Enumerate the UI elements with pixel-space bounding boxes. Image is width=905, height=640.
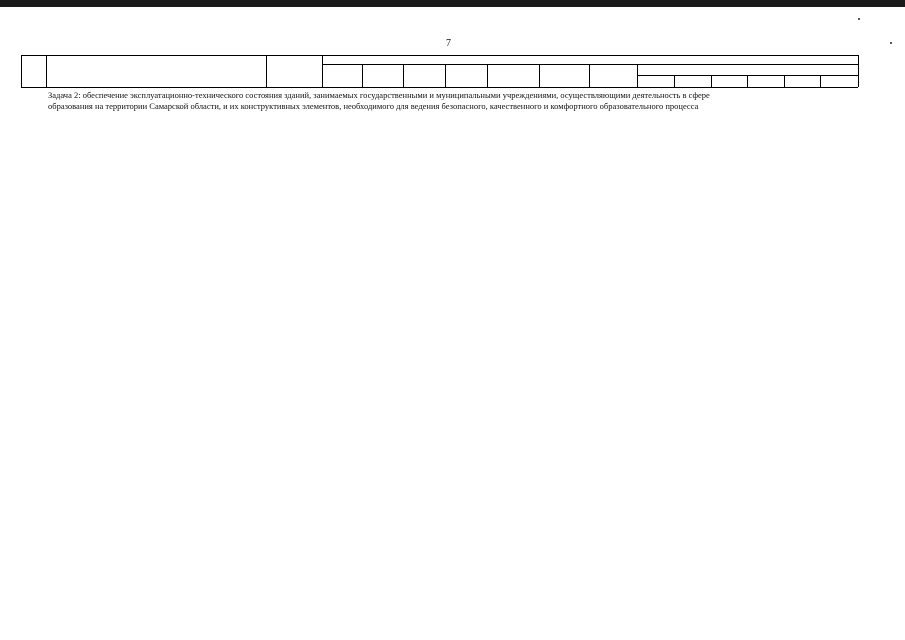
scan-speck — [890, 42, 892, 44]
header-line — [820, 75, 821, 87]
header-line — [784, 75, 785, 87]
header-line — [637, 64, 638, 87]
header-line — [322, 55, 323, 87]
header-line — [362, 64, 363, 87]
header-line — [403, 64, 404, 87]
page-number: 7 — [446, 38, 451, 49]
header-line — [21, 87, 858, 88]
header-line — [858, 55, 859, 87]
task-title-line: Задача 2: обеспечение эксплуатационно-технического состояния зданий, занимаемых государственными и муниципальными учреждениями, осуществляющими деятельность в сфере — [48, 90, 710, 100]
header-line — [266, 55, 267, 87]
header-line — [21, 55, 22, 87]
task-title-line: образования на территории Самарской области, и их конструктивных элементов, необходимого для ведения безопасного, качественного и комфортного образовательного процесса — [48, 101, 699, 111]
header-line — [445, 64, 446, 87]
header-line — [711, 75, 712, 87]
header-line — [589, 64, 590, 87]
header-line — [674, 75, 675, 87]
header-line — [487, 64, 488, 87]
header-line — [747, 75, 748, 87]
scan-speck — [858, 18, 860, 20]
header-line — [21, 55, 858, 56]
header-line — [46, 55, 47, 87]
top-border — [0, 0, 905, 7]
header-line — [539, 64, 540, 87]
